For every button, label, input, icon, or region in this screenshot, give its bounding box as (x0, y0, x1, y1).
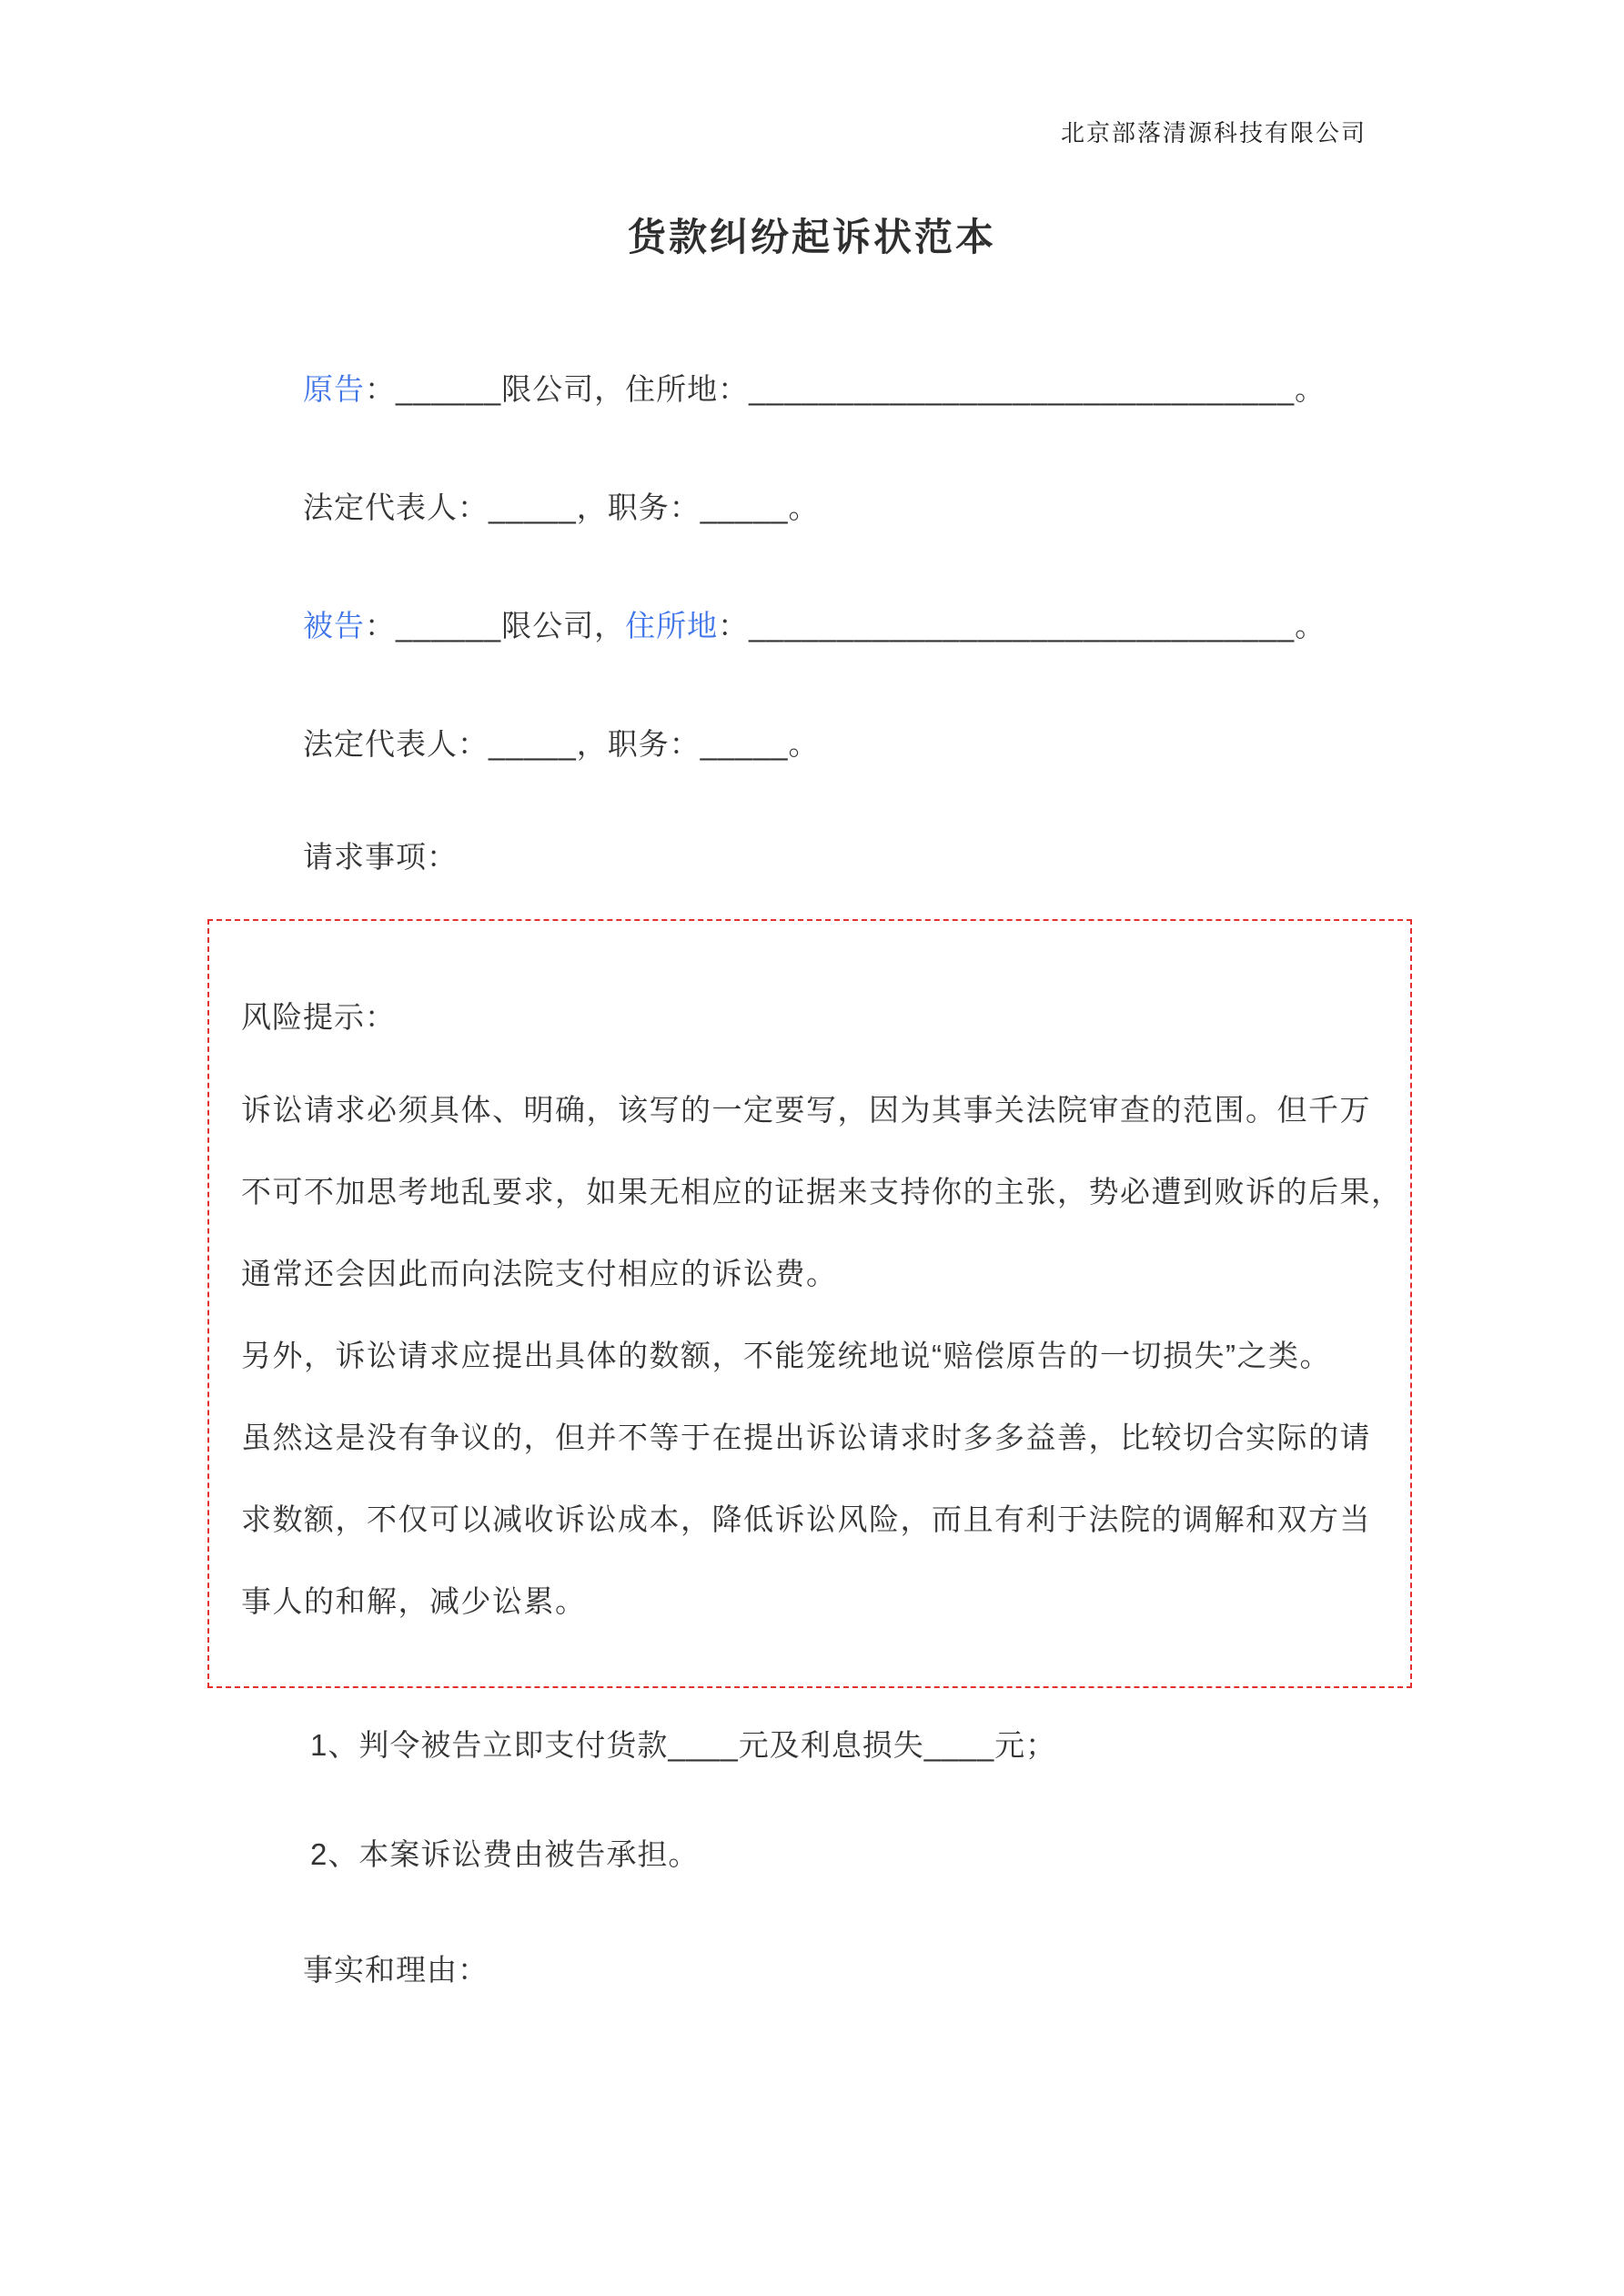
facts-section-heading: 事实和理由： (303, 1953, 489, 1987)
party-line-text: ：______限公司， (365, 609, 626, 642)
party-line-text: ：_______________________________。 (718, 609, 1326, 642)
risk-notice-box (207, 919, 1412, 1688)
party-label-highlight: 住所地 (625, 609, 719, 642)
document-title: 货款纠纷起诉状范本 (627, 216, 996, 258)
risk-notice-line: 诉讼请求必须具体、明确，该写的一定要写，因为其事关法院审查的范围。但千万 (241, 1093, 1371, 1127)
party-info-section (303, 369, 1460, 843)
risk-notice-line: 通常还会因此而向法院支付相应的诉讼费。 (241, 1257, 838, 1290)
claim-item: 1、判令被告立即支付货款____元及利息损失____元； (310, 1728, 1057, 1762)
claim-items-list (310, 1725, 1460, 1944)
risk-notice-line: 另外，诉讼请求应提出具体的数额，不能笼统地说“赔偿原告的一切损失”之类。 (241, 1339, 1331, 1372)
party-line (303, 724, 1460, 764)
claim-item: 2、本案诉讼费由被告承担。 (310, 1837, 700, 1871)
party-line (303, 606, 1460, 646)
risk-notice-line: 事人的和解，减少讼累。 (241, 1584, 587, 1618)
party-line-text: 法定代表人：_____，职务：_____。 (303, 491, 820, 524)
risk-notice-body (241, 1069, 1403, 1643)
claim-section-heading: 请求事项： (303, 840, 458, 874)
risk-notice-line: 虽然这是没有争议的，但并不等于在提出诉讼请求时多多益善，比较切合实际的请 (241, 1421, 1371, 1454)
risk-notice-title: 风险提示： (241, 1000, 396, 1034)
risk-notice-line: 求数额，不仅可以减收诉讼成本，降低诉讼风险，而且有利于法院的调解和双方当 (241, 1502, 1371, 1536)
risk-notice-line: 不可不加思考地乱要求，如果无相应的证据来支持你的主张，势必遭到败诉的后果， (241, 1175, 1403, 1209)
header-company-name: 北京部落清源科技有限公司 (1060, 119, 1367, 147)
party-line (303, 369, 1460, 410)
party-line-text: 法定代表人：_____，职务：_____。 (303, 727, 820, 761)
party-label-highlight: 原告 (303, 372, 365, 406)
party-line-text: ：______限公司，住所地：_______________________________。 (365, 372, 1326, 406)
party-label-highlight: 被告 (303, 609, 365, 642)
party-line (303, 488, 1460, 528)
